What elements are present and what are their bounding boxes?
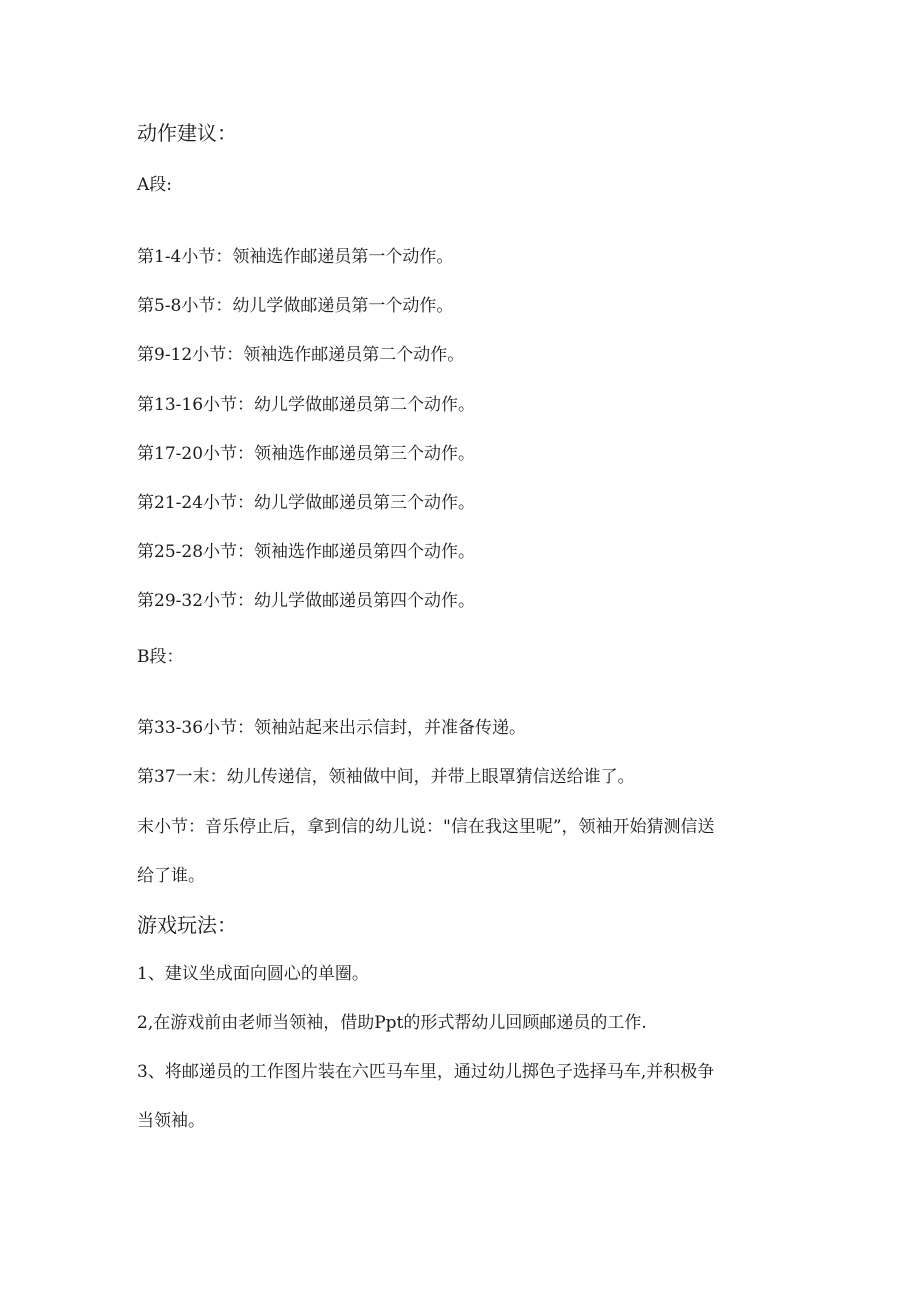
part-a-item-1: 第1-4小节：领袖选作邮递员第一个动作。 — [137, 247, 454, 267]
part-b-label: B段： — [137, 647, 184, 667]
part-b-item-1: 第33-36小节：领袖站起来出示信封，并准备传递。 — [137, 718, 527, 738]
part-a-item-2: 第5-8小节：幼儿学做邮递员第一个动作。 — [137, 296, 454, 316]
part-b-item-2: 第37一末：幼儿传递信，领袖做中间，并带上眼罩猜信送给谁了。 — [137, 767, 635, 787]
part-b-last-line-1: 末小节：音乐停止后，拿到信的幼儿说："信在我这里呢”，领袖开始猜测信送 — [137, 817, 715, 837]
part-a-item-6: 第21-24小节：幼儿学做邮递员第三个动作。 — [137, 493, 476, 513]
heading-action-suggestions: 动作建议： — [137, 121, 237, 145]
part-a-item-5: 第17-20小节：领袖选作邮递员第三个动作。 — [137, 444, 476, 464]
game-rule-1: 1、建议坐成面向圆心的单圈。 — [137, 964, 369, 984]
game-rule-3-continuation: 当领袖。 — [137, 1111, 205, 1131]
game-rule-3: 3、将邮递员的工作图片装在六匹马车里，通过幼儿掷色子选择马车,并积极争 — [137, 1062, 715, 1082]
part-a-label: A段: — [137, 175, 173, 195]
part-a-item-8: 第29-32小节：幼儿学做邮递员第四个动作。 — [137, 591, 476, 611]
part-a-item-7: 第25-28小节：领袖选作邮递员第四个动作。 — [137, 542, 476, 562]
part-b-last-line-2: 给了谁。 — [137, 866, 205, 886]
heading-game-rules: 游戏玩法： — [137, 913, 237, 937]
part-a-item-3: 第9-12小节：领袖选作邮递员第二个动作。 — [137, 345, 465, 365]
game-rule-2: 2,在游戏前由老师当领袖，借助Ppt的形式帮幼儿回顾邮递员的工作. — [137, 1013, 647, 1033]
part-a-item-4: 第13-16小节：幼儿学做邮递员第二个动作。 — [137, 395, 476, 415]
